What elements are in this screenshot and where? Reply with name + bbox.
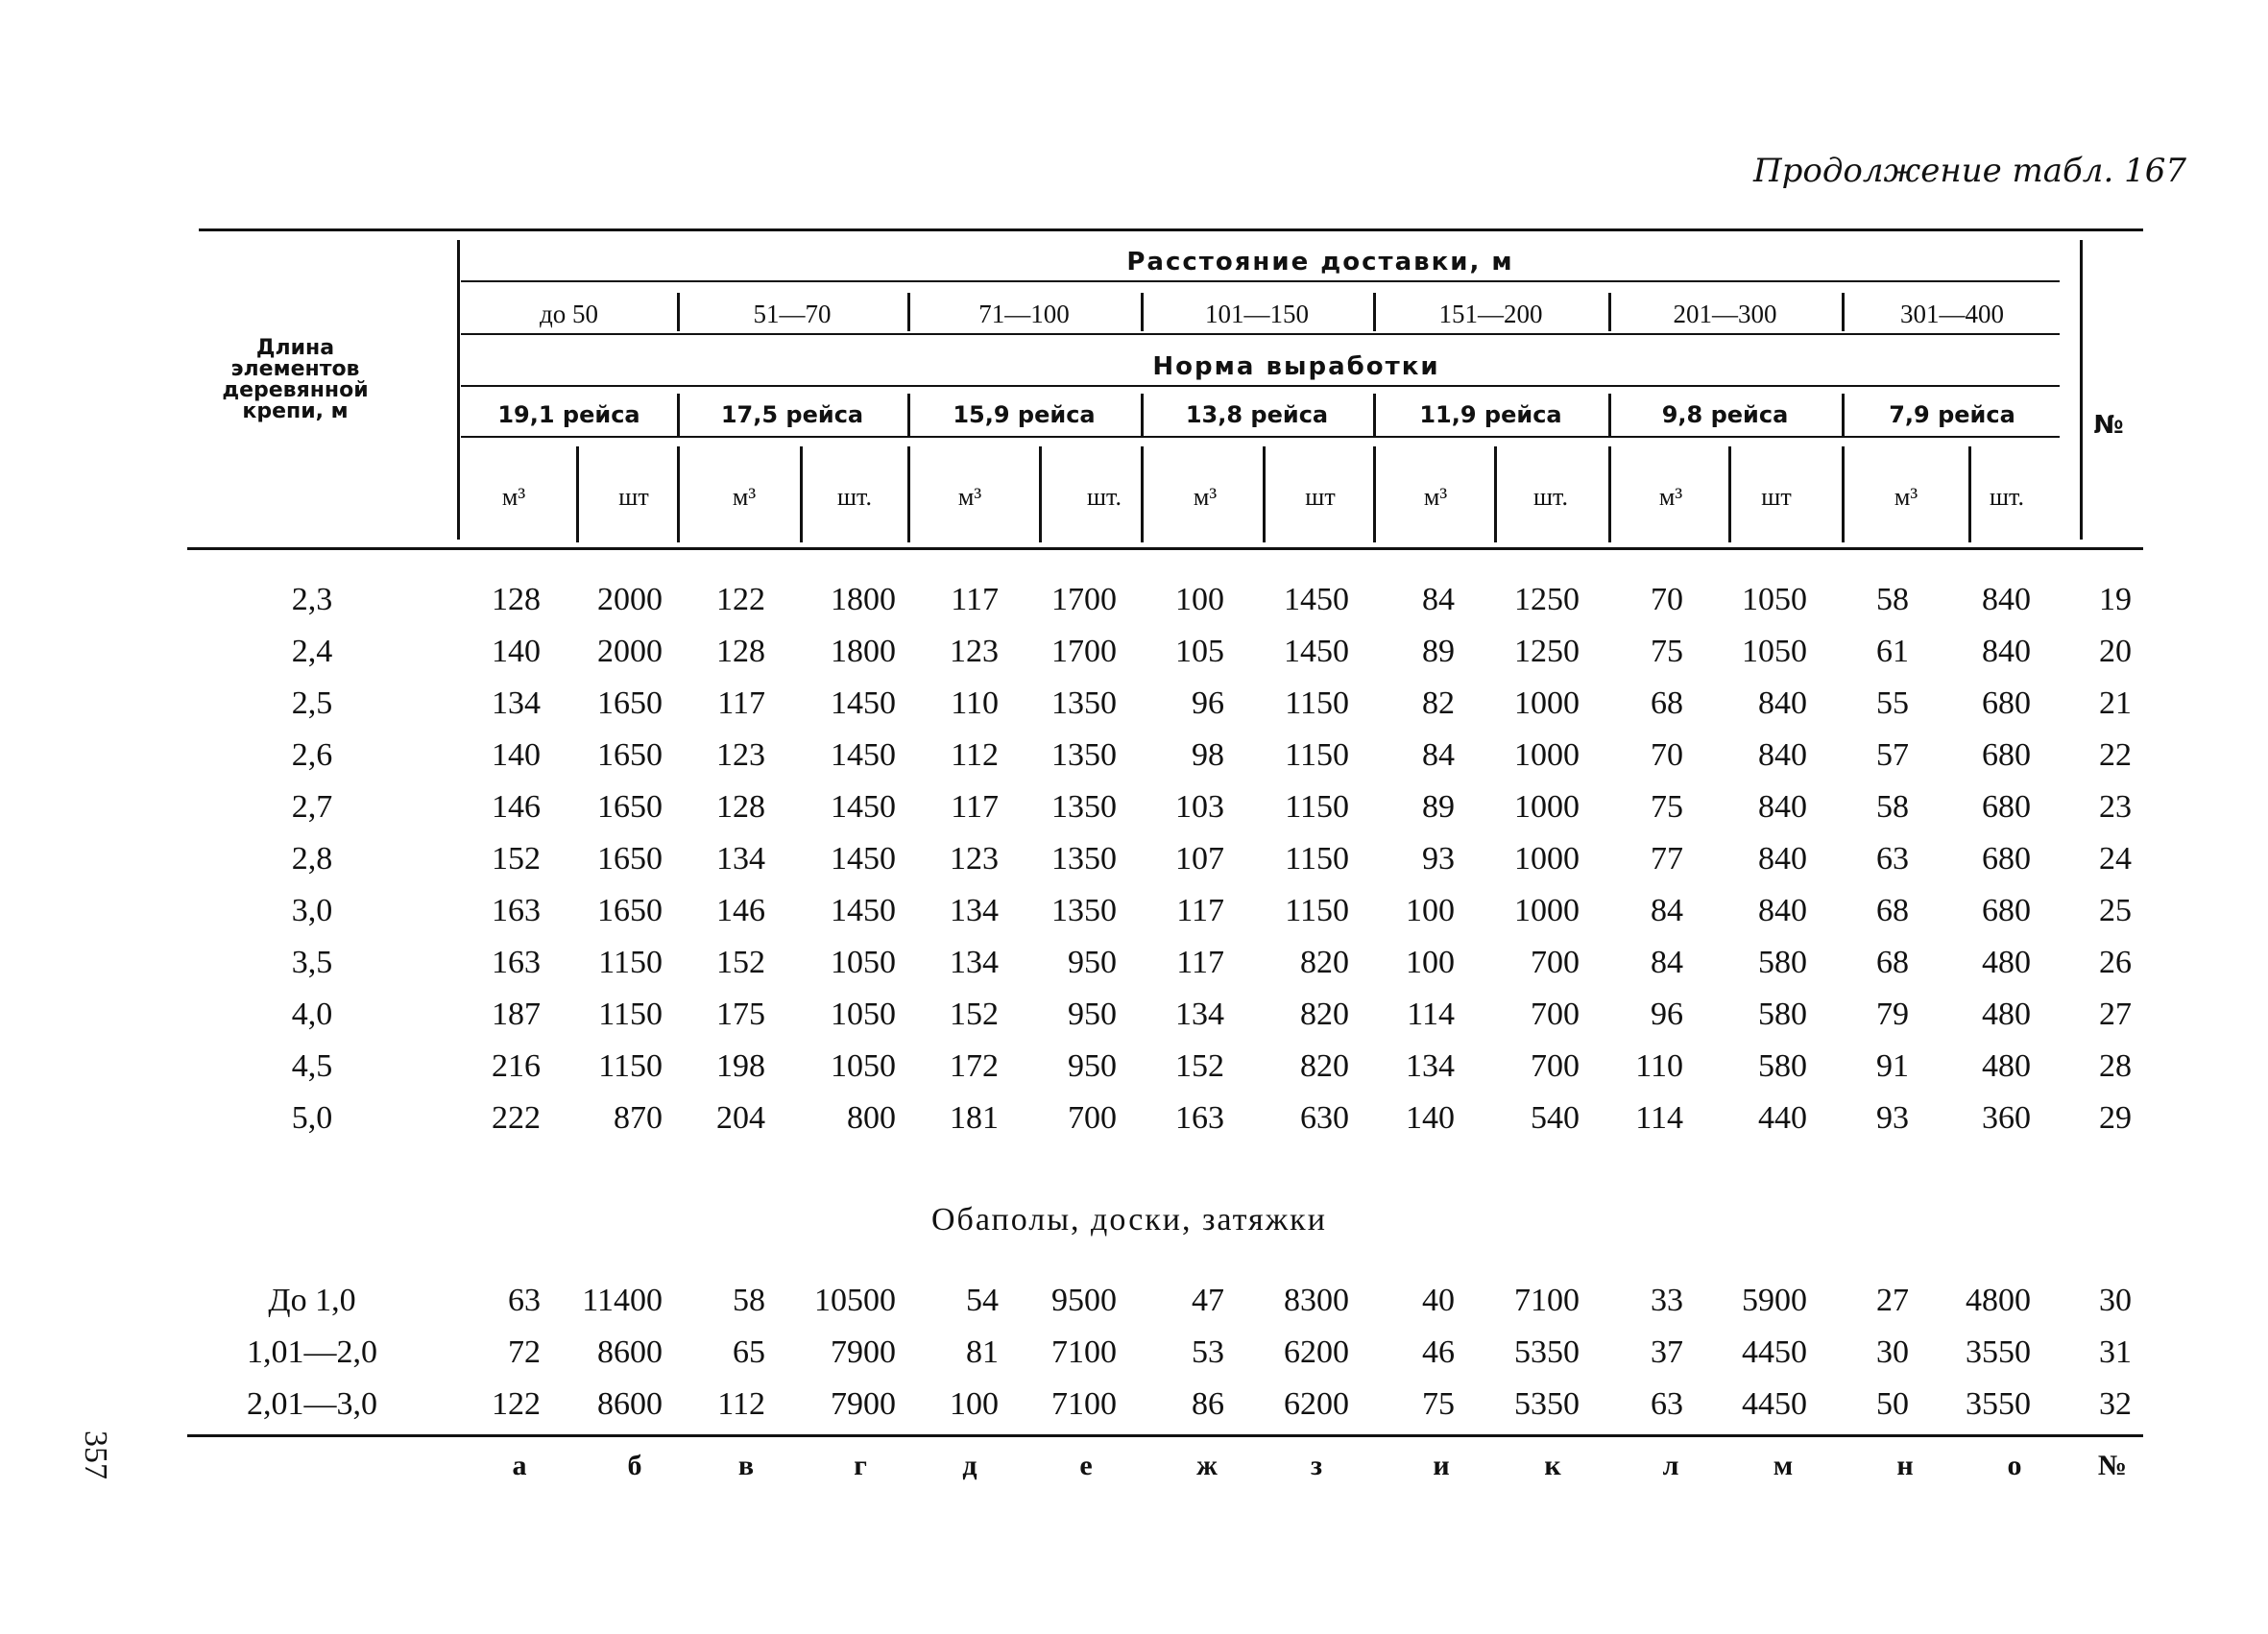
table-cell: 5350 [1514,1386,1580,1422]
table-cell: 75 [1422,1386,1455,1422]
table-cell: 134 [1406,1048,1455,1084]
table-cell: 70 [1651,582,1683,617]
table-cell: 122 [492,1386,541,1422]
table-cell: 140 [1406,1100,1455,1136]
table-cell: 175 [716,997,765,1032]
trips-count: 19,1 рейса [497,401,640,428]
unit-label: шт. [837,483,872,511]
table-cell: 198 [716,1048,765,1084]
table-cell: 117 [951,789,999,825]
table-cell: 27 [1876,1283,1909,1318]
column-letter: е [1079,1450,1093,1481]
table-cell: 700 [1068,1100,1117,1136]
table-cell: 7100 [1514,1283,1580,1318]
table-cell: 840 [1758,841,1807,877]
table-cell: 96 [1651,997,1683,1032]
table-cell: 1700 [1051,582,1117,617]
table-cell: 10500 [814,1283,896,1318]
table-cell: 75 [1651,634,1683,669]
table-cell: 580 [1758,997,1807,1032]
table-cell: 146 [716,893,765,928]
table-cell: 61 [1876,634,1909,669]
left-header-line [457,240,460,540]
table-cell: 82 [1422,685,1455,721]
table-cell: 820 [1300,997,1349,1032]
distance-range: 71—100 [978,300,1070,328]
column-letter: о [2007,1450,2022,1481]
footer-rule [187,1434,2143,1437]
table-cell: 30 [1876,1334,1909,1370]
table-cell: 950 [1068,997,1117,1032]
table-cell: 1150 [1285,737,1349,773]
trips-count: 17,5 рейса [720,401,864,428]
table-cell: 93 [1876,1100,1909,1136]
row-length: 1,01—2,0 [247,1334,377,1370]
row-length: 2,5 [291,685,333,721]
group-separator-line [1608,446,1611,542]
column-letter: г [854,1450,867,1481]
table-cell: 5900 [1742,1283,1807,1318]
trips-count: 11,9 рейса [1419,401,1562,428]
table-cell: 700 [1531,997,1580,1032]
table-cell: 140 [492,737,541,773]
table-cell: 128 [492,582,541,617]
table-cell: 1150 [598,945,663,980]
table-cell: 1800 [831,634,896,669]
row-length: 2,7 [291,789,333,825]
table-cell: 57 [1876,737,1909,773]
table-cell: 1650 [597,737,663,773]
table-cell: 79 [1876,997,1909,1032]
table-cell: 117 [1176,893,1224,928]
column-letter: з [1310,1450,1323,1481]
distance-title-rule [461,280,2060,282]
table-cell: 134 [950,945,999,980]
table-cell: 1450 [831,841,896,877]
table-cell: 58 [1876,789,1909,825]
table-cell: 91 [1876,1048,1909,1084]
row-number: 21 [2099,685,2132,721]
table-cell: 1350 [1051,789,1117,825]
row-number: 25 [2099,893,2132,928]
table-cell: 100 [950,1386,999,1422]
page-number: 357 [78,1430,113,1479]
row-number: 24 [2099,841,2132,877]
column-letter: л [1662,1450,1679,1481]
unit-label: м³ [1658,483,1683,511]
table-cell: 1800 [831,582,896,617]
table-cell: 6200 [1284,1386,1349,1422]
table-cell: 4450 [1742,1386,1807,1422]
table-cell: 680 [1982,893,2031,928]
unit-label: м³ [957,483,982,511]
row-length: 4,5 [291,1048,333,1084]
table-cell: 77 [1651,841,1683,877]
table-cell: 1450 [831,737,896,773]
table-cell: 146 [492,789,541,825]
table-cell: 84 [1651,945,1683,980]
column-letter: б [627,1450,642,1481]
column-letter: к [1544,1450,1561,1481]
table-cell: 8600 [597,1386,663,1422]
top-rule [199,228,2143,231]
table-cell: 1050 [1742,582,1807,617]
table-cell: 112 [951,737,999,773]
table-cell: 123 [950,634,999,669]
table-cell: 204 [716,1100,765,1136]
row-label-line: Длина [255,336,335,360]
table-cell: 96 [1192,685,1224,721]
table-cell: 580 [1758,945,1807,980]
unit-separator-line [800,446,803,542]
table-cell: 98 [1192,737,1224,773]
unit-label: м³ [732,483,757,511]
row-number: 27 [2099,997,2132,1032]
table-cell: 1350 [1051,685,1117,721]
table-cell: 1450 [831,893,896,928]
row-number: 22 [2099,737,2132,773]
row-number: 31 [2099,1334,2132,1370]
table-cell: 216 [492,1048,541,1084]
group-separator-line [1842,446,1845,542]
table-cell: 1450 [831,685,896,721]
table-cell: 1150 [1285,685,1349,721]
unit-separator-line [1039,446,1042,542]
table-cell: 105 [1175,634,1224,669]
table-cell: 700 [1531,945,1580,980]
table-cell: 3550 [1966,1386,2031,1422]
table-cell: 9500 [1051,1283,1117,1318]
table-cell: 128 [716,789,765,825]
unit-label: шт. [1087,483,1122,511]
table-cell: 100 [1175,582,1224,617]
header-bottom-rule [187,547,2143,550]
table-cell: 820 [1300,945,1349,980]
trips-count: 9,8 рейса [1661,401,1789,428]
table-cell: 84 [1422,737,1455,773]
table-cell: 680 [1982,737,2031,773]
table-cell: 40 [1422,1283,1455,1318]
table-cell: 1050 [831,1048,896,1084]
table-cell: 114 [1635,1100,1683,1136]
table-cell: 870 [614,1100,663,1136]
right-header-line [2080,240,2083,540]
table-cell: 163 [1175,1100,1224,1136]
distance-range: 301—400 [1900,300,2004,328]
table-cell: 1450 [831,789,896,825]
table-cell: 6200 [1284,1334,1349,1370]
unit-separator-line [1494,446,1497,542]
row-label-header [182,338,408,422]
table-cell: 950 [1068,1048,1117,1084]
table-cell: 100 [1406,945,1455,980]
table-cell: 480 [1982,997,2031,1032]
table-cell: 5350 [1514,1334,1580,1370]
table-cell: 1650 [597,789,663,825]
table-cell: 3550 [1966,1334,2031,1370]
row-length: 5,0 [291,1100,333,1136]
table-cell: 117 [1176,945,1224,980]
row-number: 28 [2099,1048,2132,1084]
table-cell: 75 [1651,789,1683,825]
table-cell: 152 [1175,1048,1224,1084]
table-cell: 1000 [1514,685,1580,721]
row-length: 2,6 [291,737,333,773]
table-cell: 54 [966,1283,999,1318]
row-length: До 1,0 [268,1283,356,1318]
table-cell: 89 [1422,634,1455,669]
table-cell: 950 [1068,945,1117,980]
table-cell: 100 [1406,893,1455,928]
table-cell: 1000 [1514,737,1580,773]
table-cell: 81 [966,1334,999,1370]
section-title: Обаполы, доски, затяжки [931,1202,1327,1238]
table-cell: 117 [717,685,765,721]
table-cell: 1050 [831,997,896,1032]
row-length: 2,4 [291,634,333,669]
table-cell: 680 [1982,841,2031,877]
row-length: 3,5 [291,945,333,980]
unit-label: шт. [1990,483,2024,511]
table-cell: 840 [1758,789,1807,825]
table-cell: 1150 [598,997,663,1032]
table-cell: 103 [1175,789,1224,825]
table-cell: 84 [1651,893,1683,928]
table-cell: 11400 [582,1283,663,1318]
table-cell: 1450 [1284,634,1349,669]
table-cell: 89 [1422,789,1455,825]
table-cell: 580 [1758,1048,1807,1084]
table-cell: 1450 [1284,582,1349,617]
table-cell: 93 [1422,841,1455,877]
table-cell: 58 [1876,582,1909,617]
table-cell: 1000 [1514,893,1580,928]
table-cell: 1350 [1051,893,1117,928]
table-cell: 2000 [597,634,663,669]
table-cell: 1000 [1514,789,1580,825]
row-number: 32 [2099,1386,2132,1422]
distance-range: до 50 [540,300,598,328]
table-cell: 4450 [1742,1334,1807,1370]
table-cell: 152 [492,841,541,877]
table-caption: Продолжение табл. 167 [1753,152,2186,190]
unit-label: м³ [1423,483,1448,511]
unit-label: шт [618,483,649,511]
table-cell: 181 [950,1100,999,1136]
table-cell: 360 [1982,1100,2031,1136]
table-cell: 1250 [1514,582,1580,617]
table-cell: 480 [1982,945,2031,980]
distance-row-rule [461,333,2060,335]
table-cell: 123 [716,737,765,773]
table-cell: 63 [508,1283,541,1318]
table-cell: 110 [951,685,999,721]
row-number: 26 [2099,945,2132,980]
table-cell: 68 [1876,945,1909,980]
table-cell: 122 [716,582,765,617]
unit-label: м³ [1894,483,1918,511]
table-cell: 840 [1758,685,1807,721]
table-cell: 140 [492,634,541,669]
table-cell: 1050 [831,945,896,980]
table-cell: 163 [492,893,541,928]
table-cell: 114 [1407,997,1455,1032]
table-cell: 65 [733,1334,765,1370]
table-cell: 840 [1982,634,2031,669]
column-letter: д [962,1450,977,1481]
table-cell: 8600 [597,1334,663,1370]
table-cell: 820 [1300,1048,1349,1084]
table-cell: 123 [950,841,999,877]
table-cell: 50 [1876,1386,1909,1422]
table-cell: 187 [492,997,541,1032]
table-cell: 58 [733,1283,765,1318]
row-number: 23 [2099,789,2132,825]
table-cell: 840 [1758,893,1807,928]
unit-label: шт [1761,483,1792,511]
table-cell: 480 [1982,1048,2031,1084]
table-cell: 72 [508,1334,541,1370]
table-cell: 152 [950,997,999,1032]
column-letter: а [512,1450,527,1481]
table-cell: 1650 [597,685,663,721]
table-cell: 163 [492,945,541,980]
unit-label: м³ [501,483,526,511]
table-cell: 680 [1982,789,2031,825]
group-separator-line [1373,446,1376,542]
table-cell: 55 [1876,685,1909,721]
table-cell: 222 [492,1100,541,1136]
table-cell: 440 [1758,1100,1807,1136]
row-number: 20 [2099,634,2132,669]
table-cell: 172 [950,1048,999,1084]
table-cell: 47 [1192,1283,1224,1318]
table-cell: 107 [1175,841,1224,877]
table-cell: 1050 [1742,634,1807,669]
row-length: 2,3 [291,582,333,617]
table-cell: 7100 [1051,1334,1117,1370]
table-cell: 4800 [1966,1283,2031,1318]
row-length: 2,8 [291,841,333,877]
row-label-line: деревянной [222,378,369,402]
row-label-line: элементов [230,357,360,381]
table-cell: 152 [716,945,765,980]
table-cell: 134 [950,893,999,928]
table-cell: 86 [1192,1386,1224,1422]
table-cell: 70 [1651,737,1683,773]
distance-range: 51—70 [753,300,832,328]
table-cell: 630 [1300,1100,1349,1136]
table-cell: 2000 [597,582,663,617]
table-cell: 7100 [1051,1386,1117,1422]
table-cell: 68 [1651,685,1683,721]
table-cell: 8300 [1284,1283,1349,1318]
table-cell: 134 [1175,997,1224,1032]
table-cell: 1150 [1285,893,1349,928]
table-cell: 1350 [1051,737,1117,773]
trips-row-rule [461,436,2060,438]
table-cell: 134 [492,685,541,721]
trips-count: 15,9 рейса [953,401,1096,428]
table-cell: 33 [1651,1283,1683,1318]
column-letter: ж [1196,1450,1218,1481]
unit-separator-line [1263,446,1266,542]
table-cell: 37 [1651,1334,1683,1370]
table-cell: 134 [716,841,765,877]
column-letter: и [1433,1450,1450,1481]
table-cell: 540 [1531,1100,1580,1136]
table-cell: 1700 [1051,634,1117,669]
row-number: 30 [2099,1283,2132,1318]
row-length: 4,0 [291,997,333,1032]
table-cell: 110 [1635,1048,1683,1084]
distance-range: 201—300 [1673,300,1777,328]
table-cell: 700 [1531,1048,1580,1084]
distance-range: 151—200 [1438,300,1543,328]
table-cell: 800 [847,1100,896,1136]
table-cell: 1650 [597,841,663,877]
table-cell: 1150 [1285,789,1349,825]
unit-label: шт [1305,483,1336,511]
row-number: 19 [2099,582,2132,617]
row-length: 2,01—3,0 [247,1386,377,1422]
column-letter: в [737,1450,755,1481]
table-cell: 840 [1758,737,1807,773]
table-cell: 117 [951,582,999,617]
table-cell: 1150 [598,1048,663,1084]
table-cell: 46 [1422,1334,1455,1370]
column-letter: н [1896,1450,1914,1481]
table-cell: 63 [1651,1386,1683,1422]
group-separator-line [907,446,910,542]
trips-count: 13,8 рейса [1185,401,1329,428]
trips-count: 7,9 рейса [1889,401,2015,428]
table-cell: 1000 [1514,841,1580,877]
table-cell: 84 [1422,582,1455,617]
distance-range: 101—150 [1205,300,1309,328]
table-cell: 680 [1982,685,2031,721]
column-letter: № [2097,1450,2128,1481]
number-column-header: № [2093,411,2126,440]
table-cell: 840 [1982,582,2031,617]
unit-separator-line [576,446,579,542]
column-letter: м [1773,1450,1794,1481]
distance-title: Расстояние доставки, м [1126,248,1514,276]
table-cell: 128 [716,634,765,669]
norm-title: Норма выработки [1152,352,1440,381]
row-length: 3,0 [291,893,333,928]
table-cell: 1350 [1051,841,1117,877]
table-cell: 68 [1876,893,1909,928]
norm-title-rule [461,385,2060,387]
table-cell: 63 [1876,841,1909,877]
table-cell: 1250 [1514,634,1580,669]
unit-label: м³ [1193,483,1218,511]
table-cell: 7900 [831,1334,896,1370]
unit-label: шт. [1533,483,1568,511]
row-label-line: крепи, м [242,399,349,423]
row-number: 29 [2099,1100,2132,1136]
table-cell: 53 [1192,1334,1224,1370]
table-cell: 7900 [831,1386,896,1422]
table-cell: 112 [717,1386,765,1422]
table-cell: 1650 [597,893,663,928]
table-cell: 1150 [1285,841,1349,877]
